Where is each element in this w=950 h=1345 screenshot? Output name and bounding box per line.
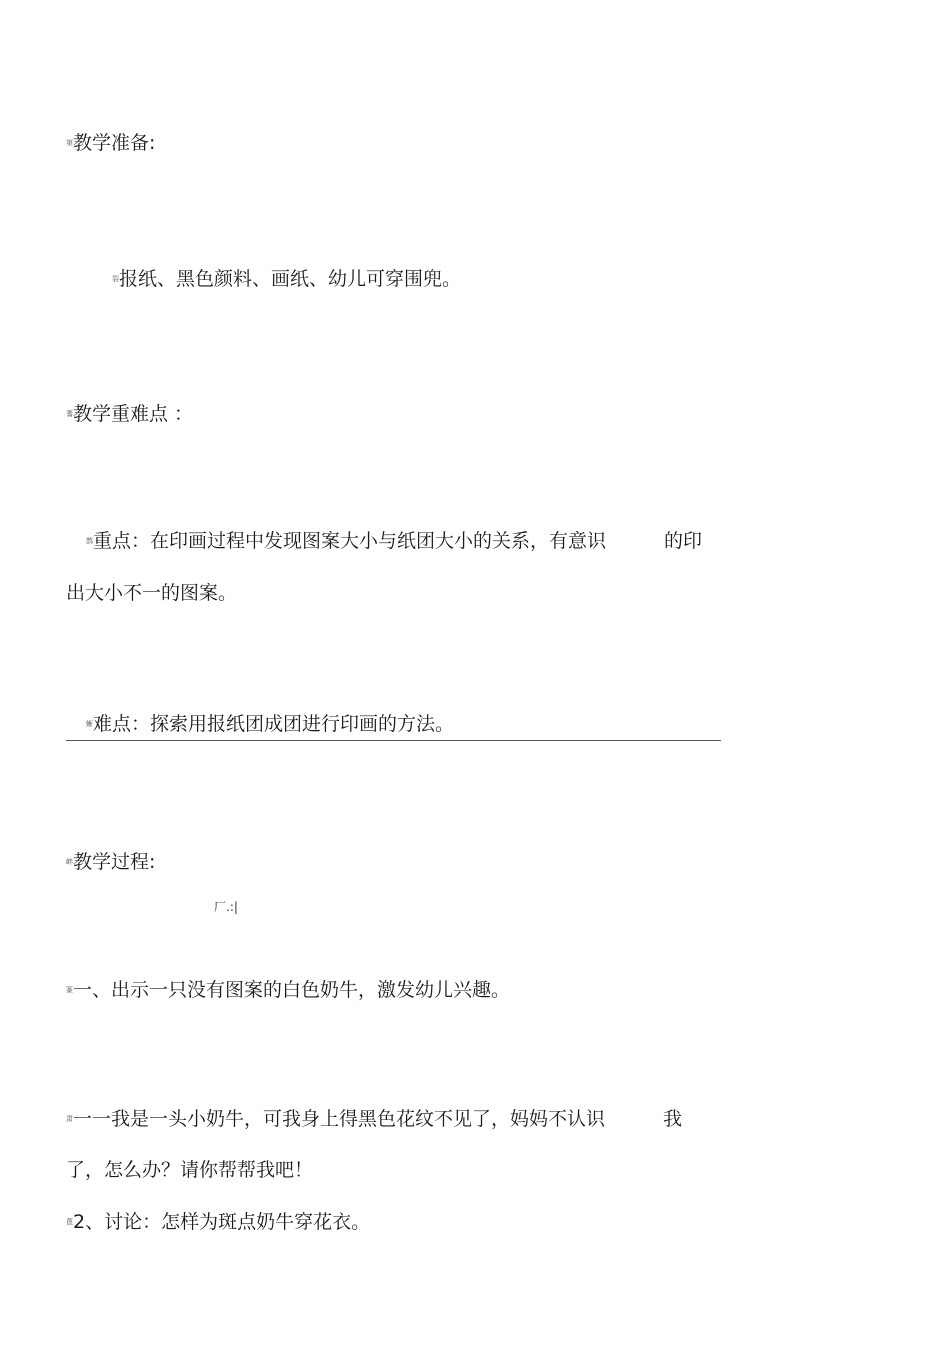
process-heading xyxy=(66,850,155,874)
margin-mark: 第 xyxy=(66,139,72,147)
process-heading-text: 教学过程: xyxy=(73,851,156,873)
margin-mark: 肃 xyxy=(66,1115,72,1123)
speech-text: 一一我是一头小奶牛，可我身上得黑色花纹不见了，妈妈不认识 xyxy=(73,1108,606,1130)
key-point-line-2 xyxy=(66,581,237,605)
step-two xyxy=(66,1210,370,1234)
margin-mark: 蜥 xyxy=(86,720,92,728)
step-one xyxy=(66,978,510,1002)
difficulty-text: 难点：探索用报纸团成团进行印画的方法。 xyxy=(93,713,455,735)
key-point-line-1 xyxy=(86,529,702,553)
margin-mark: 衅 xyxy=(66,858,72,866)
prep-items xyxy=(112,267,461,291)
step-two-text: 2、讨论：怎样为斑点奶牛穿花衣。 xyxy=(73,1211,371,1233)
margin-mark: 蓖 xyxy=(66,1218,72,1226)
margin-mark: 蓍 xyxy=(66,410,72,418)
key-point-text-end: 的印 xyxy=(664,530,703,552)
margin-mark: 鹊 xyxy=(86,537,92,545)
step-one-text: 一、出示一只没有图案的白色奶牛，激发幼儿兴趣。 xyxy=(73,979,511,1001)
margin-mark: 裂 xyxy=(112,275,118,283)
speech-continuation: 了，怎么办？请你帮帮我吧！ xyxy=(66,1159,314,1181)
key-heading-text: 教学重难点 ： xyxy=(73,403,194,425)
prep-heading xyxy=(66,131,155,155)
prep-heading-text: 教学准备: xyxy=(73,132,156,154)
prep-items-text: 报纸、黑色颜料、画纸、幼儿可穿围兜。 xyxy=(119,268,462,290)
speech-line-1 xyxy=(66,1107,682,1131)
horizontal-divider xyxy=(66,740,721,741)
speech-line-2 xyxy=(66,1158,313,1182)
speech-text-end: 我 xyxy=(663,1108,683,1130)
margin-mark: 篆 xyxy=(66,986,72,994)
difficulty-line xyxy=(86,712,454,736)
stray-mark: 厂.:| xyxy=(214,900,238,914)
key-point-text: 重点：在印画过程中发现图案大小与纸团大小的关系，有意识 xyxy=(93,530,607,552)
key-point-continuation: 出大小不一的图案。 xyxy=(66,582,238,604)
key-heading xyxy=(66,402,193,426)
